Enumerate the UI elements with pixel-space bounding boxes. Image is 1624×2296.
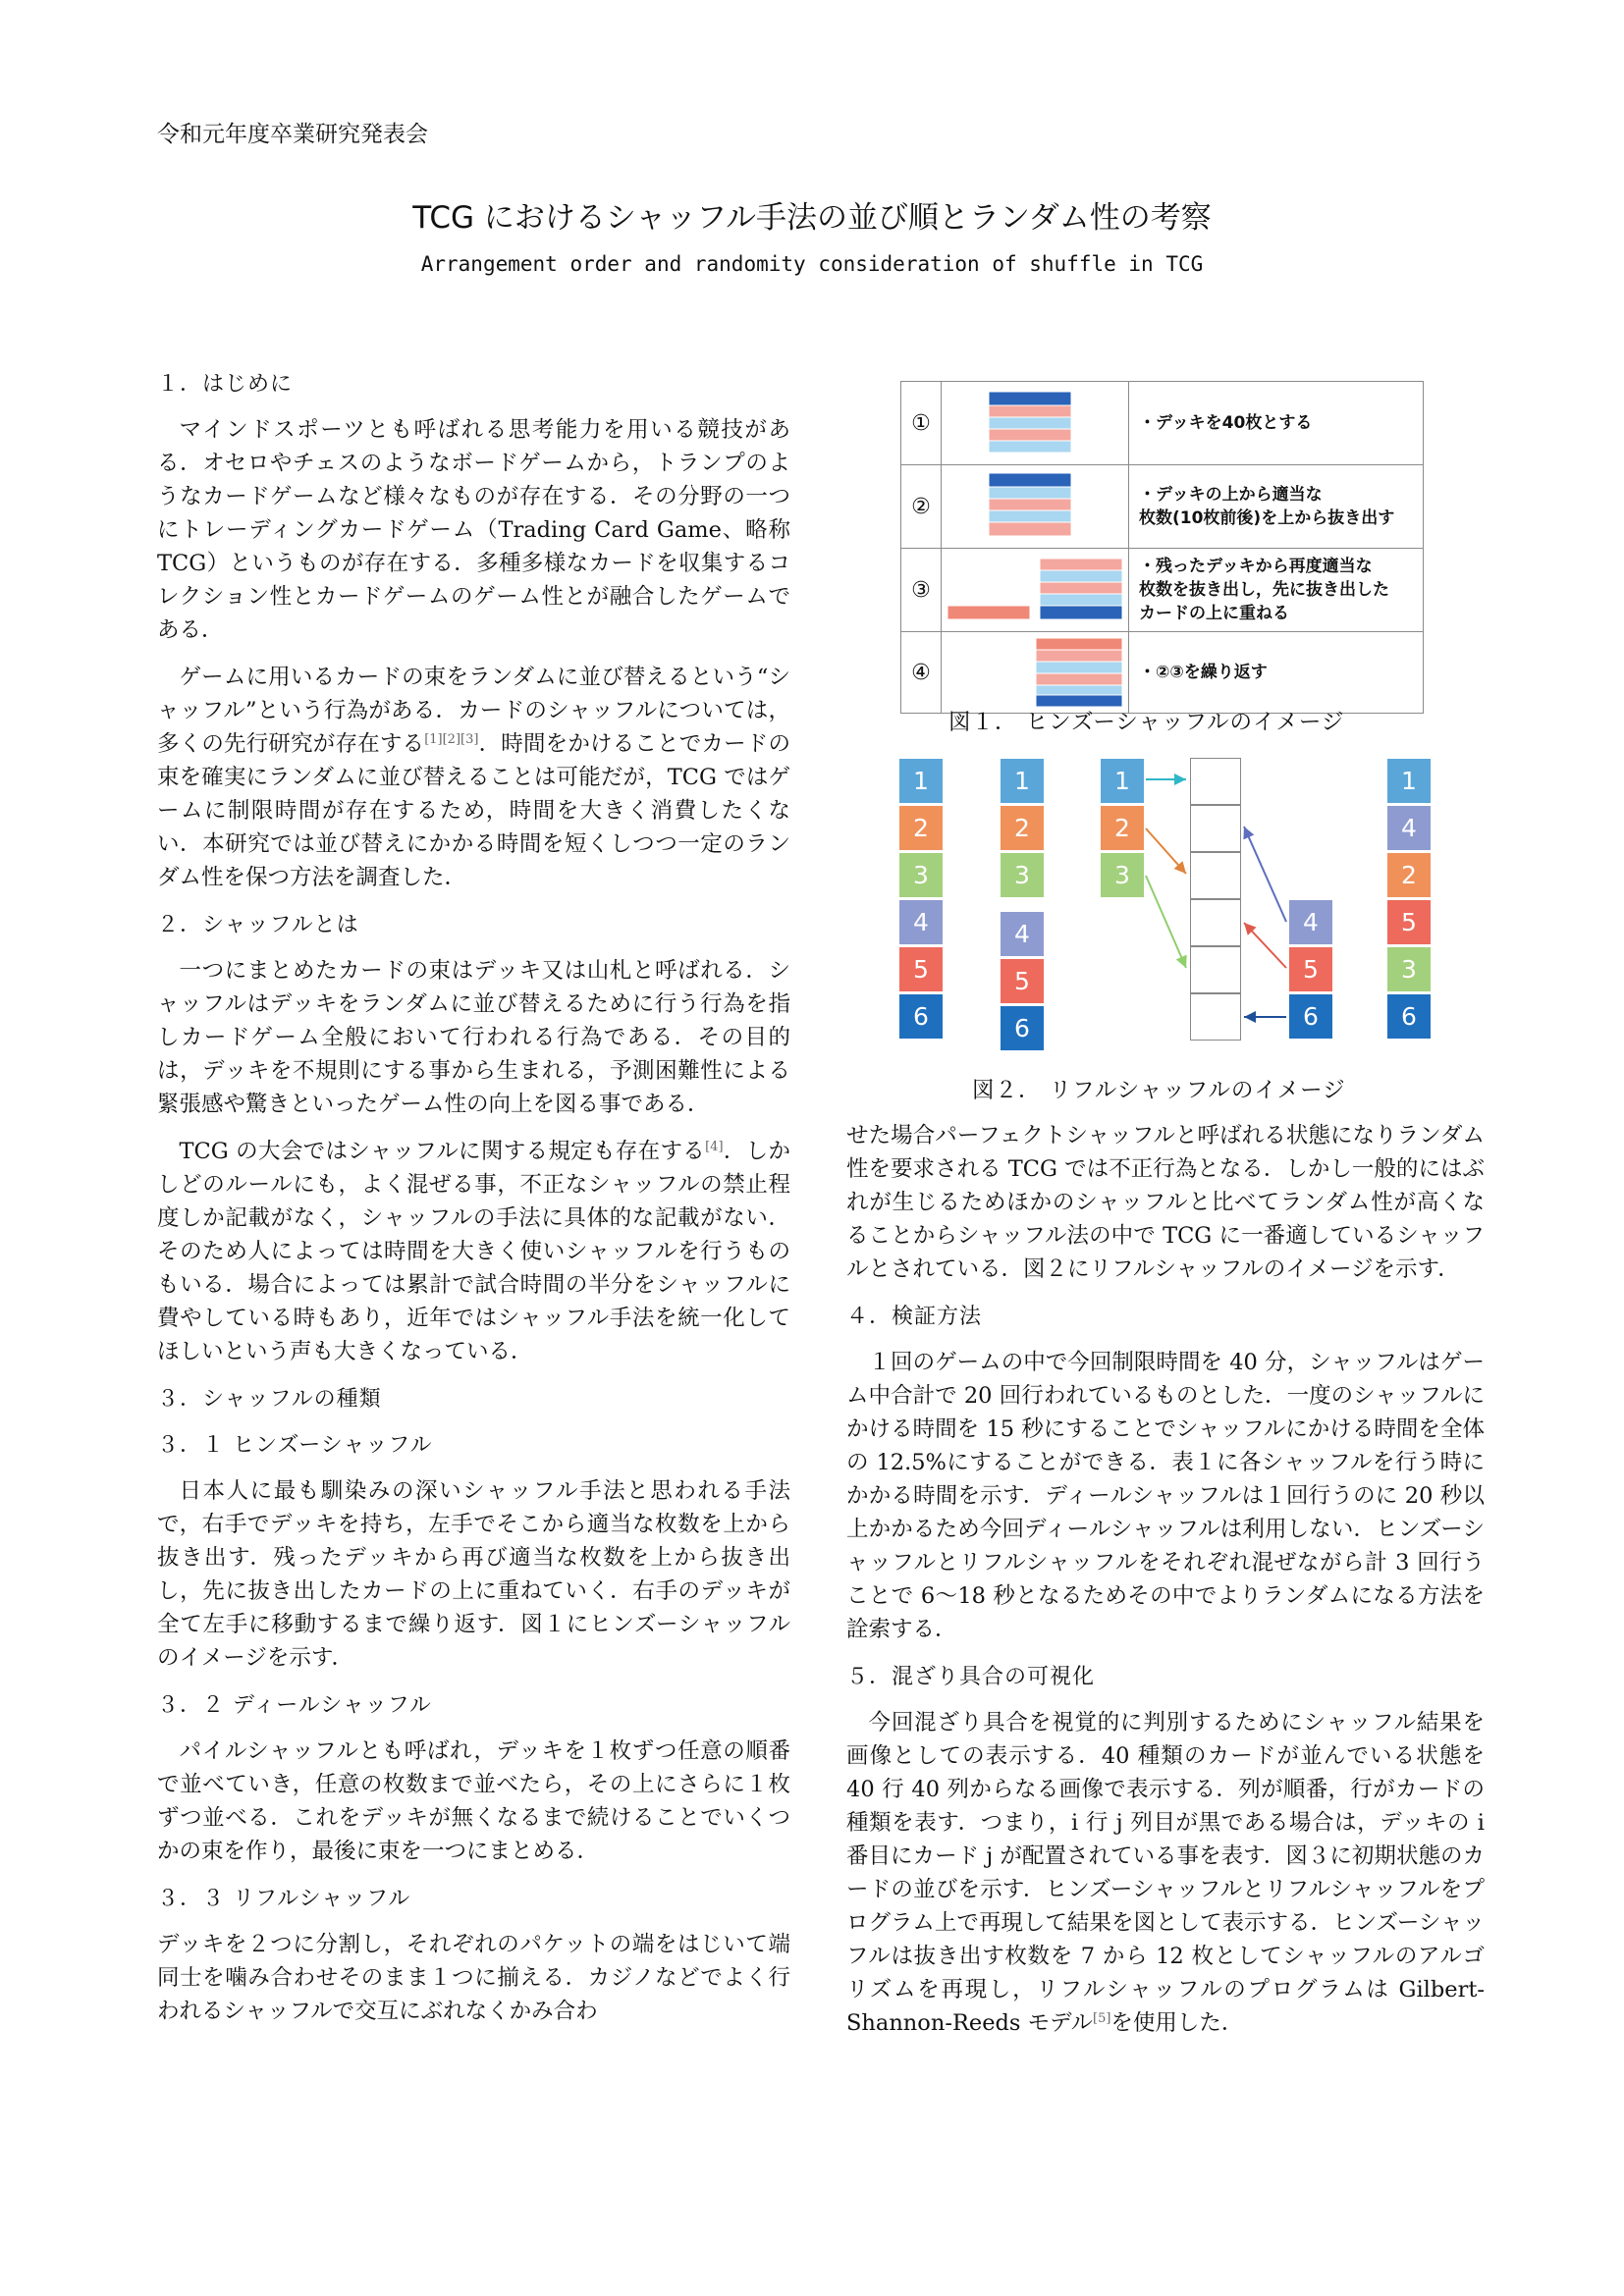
section-3-heading: ３．シャッフルの種類 xyxy=(157,1387,382,1412)
conference-header: 令和元年度卒業研究発表会 xyxy=(157,122,428,147)
section-1-paragraph-2: ゲームに用いるカードの束をランダムに並び替えるという“シャッフル”という行為がある．カードのシャッフルについては，多くの先行研究が存在する[1][2][3]．時間をかけることでカードの束を確実にランダムに並び替えることは可能だが，TCG ではゲームに制限時間が存在するため，時間を大きく消費したくない．本研究では並び替えにかかる時間を短くしつつ一定のランダム性を保つ方法を調査した． xyxy=(157,665,790,890)
section-5-heading: ５．混ざり具合の可視化 xyxy=(846,1665,1096,1689)
card: 2 xyxy=(898,805,944,851)
card: 1 xyxy=(1000,758,1045,804)
step-description: ・デッキの上から適当な 枚数(10枚前後)を上から抜き出す xyxy=(1129,465,1424,549)
card: 6 xyxy=(1386,993,1432,1040)
figure-2-riffle-shuffle xyxy=(898,750,1448,1044)
step-number: ② xyxy=(901,465,942,549)
card: 6 xyxy=(1000,1005,1045,1051)
card: 2 xyxy=(1386,852,1432,898)
section-1-heading: １．はじめに xyxy=(157,372,294,397)
card: 6 xyxy=(898,993,944,1040)
deck-illustration xyxy=(942,465,1129,549)
step-description: ・デッキを40枚とする xyxy=(1129,382,1424,465)
card: 5 xyxy=(1288,946,1333,992)
card: 4 xyxy=(1288,899,1333,945)
section-2-heading: ２．シャッフルとは xyxy=(157,913,359,937)
card: 5 xyxy=(1000,958,1045,1004)
deck-illustration xyxy=(942,632,1129,714)
card: 1 xyxy=(1386,758,1432,804)
step-number: ④ xyxy=(901,632,942,714)
section-3-3-heading: ３．３ リフルシャッフル xyxy=(157,1887,411,1911)
section-3-3-paragraph: デッキを２つに分割し，それぞれのパケットの端をはじいて端同士を噛み合わせそのまま１つに揃える．カジノなどでよく行われるシャッフルで交互にぶれなくかみ合わ xyxy=(157,1932,790,2024)
step-description: ・残ったデッキから再度適当な 枚数を抜き出し，先に抜き出した カードの上に重ねる xyxy=(1129,549,1424,632)
card: 3 xyxy=(1100,852,1145,898)
card: 1 xyxy=(1100,758,1145,804)
card: 4 xyxy=(1000,911,1045,957)
paper-subtitle-english: Arrangement order and randomity consideration of shuffle in TCG xyxy=(420,252,1204,276)
section-3-2-heading: ３．２ ディールシャッフル xyxy=(157,1693,432,1718)
step-description: ・②③を繰り返す xyxy=(1129,632,1424,714)
section-5-paragraph: 今回混ざり具合を視覚的に判別するためにシャッフル結果を画像としての表示する．40 種類のカードが並んでいる状態を 40 行 40 列からなる画像で表示する．列が順番，行がカードの種類を表す．つまり，i 行 j 列目が黒である場合は，デッキの i 番目にカード j が配置されている事を表す．図３に初期状態のカードの並びを示す．ヒンズーシャッフルとリフルシャッフルをプログラム上で再現して結果を図として表示する．ヒンズーシャッフルは抜き出す枚数を 7 から 12 枚としてシャッフルのアルゴリズムを再現し，リフルシャッフルのプログラムは Gilbert-Shannon-Reeds モデル[5]を使用した． xyxy=(846,1710,1485,2036)
citation: [4] xyxy=(705,1140,724,1154)
section-3-3-paragraph-continued: せた場合パーフェクトシャッフルと呼ばれる状態になりランダム性を要求される TCG では不正行為となる．しかし一般的にはぶれが生じるためほかのシャッフルと比べてランダム性が高くなることからシャッフル法の中で TCG に一番適しているシャッフルとされている．図２にリフルシャッフルのイメージを示す． xyxy=(846,1123,1485,1282)
right-column xyxy=(846,1119,1485,2054)
card: 3 xyxy=(1000,852,1045,898)
figure-1-caption: 図１． ヒンズーシャッフルのイメージ xyxy=(948,710,1345,735)
section-1-paragraph-1: マインドスポーツとも呼ばれる思考能力を用いる競技がある．オセロやチェスのようなボードゲームから，トランプのようなカードゲームなど様々なものが存在する．その分野の一つにトレーディングカードゲーム（Trading Card Game、略称 TCG）というものが存在する．多種多様なカードを収集するコレクション性とカードゲームのゲーム性とが融合したゲームである． xyxy=(157,417,790,643)
left-column xyxy=(157,361,790,2042)
section-2-paragraph-2: TCG の大会ではシャッフルに関する規定も存在する[4]．しかしどのルールにも，よく混ぜる事，不正なシャッフルの禁止程度しか記載がなく，シャッフルの手法に具体的な記載がない．そのため人によっては時間を大きく使いシャッフルを行うものもいる．場合によっては累計で試合時間の半分をシャッフルに費やしている時もあり，近年ではシャッフル手法を統一化してほしいという声も大きくなっている． xyxy=(157,1139,790,1364)
card: 4 xyxy=(1386,805,1432,851)
section-3-1-paragraph: 日本人に最も馴染みの深いシャッフル手法と思われる手法で，右手でデッキを持ち，左手でそこから適当な枚数を上から抜き出す．残ったデッキから再び適当な枚数を上から抜き出し，先に抜き出したカードの上に重ねていく．右手のデッキが全て左手に移動するまで繰り返す．図１にヒンズーシャッフルのイメージを示す． xyxy=(157,1478,790,1671)
card: 3 xyxy=(898,852,944,898)
card: 4 xyxy=(898,899,944,945)
card: 5 xyxy=(1386,899,1432,945)
step-number: ③ xyxy=(901,549,942,632)
citation: [1][2][3] xyxy=(424,732,479,747)
riffle-arrows xyxy=(898,750,1448,1044)
figure-2-caption: 図２． リフルシャッフルのイメージ xyxy=(972,1078,1346,1103)
section-4-heading: ４．検証方法 xyxy=(846,1305,983,1329)
figure-1-hindu-shuffle xyxy=(900,381,1424,700)
deck-illustration xyxy=(942,382,1129,465)
step-number: ① xyxy=(901,382,942,465)
citation: [5] xyxy=(1093,2011,1111,2026)
section-2-paragraph-1: 一つにまとめたカードの束はデッキ又は山札と呼ばれる．シャッフルはデッキをランダムに並び替えるために行う行為を指しカードゲーム全般において行われる行為である．その目的は，デッキを不規則にする事から生まれる，予測困難性による緊張感や驚きといったゲーム性の向上を図る事である． xyxy=(157,958,790,1117)
section-3-2-paragraph: パイルシャッフルとも呼ばれ，デッキを１枚ずつ任意の順番で並べていき，任意の枚数まで並べたら，その上にさらに１枚ずつ並べる．これをデッキが無くなるまで続けることでいくつかの束を作り，最後に束を一つにまとめる． xyxy=(157,1738,790,1864)
section-4-paragraph: １回のゲームの中で今回制限時間を 40 分，シャッフルはゲーム中合計で 20 回行われているものとした．一度のシャッフルにかける時間を 15 秒にすることでシャッフルにかける時間を全体の 12.5%にすることができる．表１に各シャッフルを行う時にかかる時間を示す．ディールシャッフルは１回行うのに 20 秒以上かかるため今回ディールシャッフルは利用しない．ヒンズーシャッフルとリフルシャッフルをそれぞれ混ぜながら計 3 回行うことで 6〜18 秒となるためその中でよりランダムになる方法を詮索する． xyxy=(846,1350,1485,1642)
card: 1 xyxy=(898,758,944,804)
card: 6 xyxy=(1288,993,1333,1040)
card: 2 xyxy=(1100,805,1145,851)
card: 3 xyxy=(1386,946,1432,992)
deck-illustration xyxy=(942,549,1129,632)
card: 5 xyxy=(898,946,944,992)
card: 2 xyxy=(1000,805,1045,851)
paper-title: TCG におけるシャッフル手法の並び順とランダム性の考察 xyxy=(412,200,1212,236)
section-3-1-heading: ３．１ ヒンズーシャッフル xyxy=(157,1433,433,1458)
